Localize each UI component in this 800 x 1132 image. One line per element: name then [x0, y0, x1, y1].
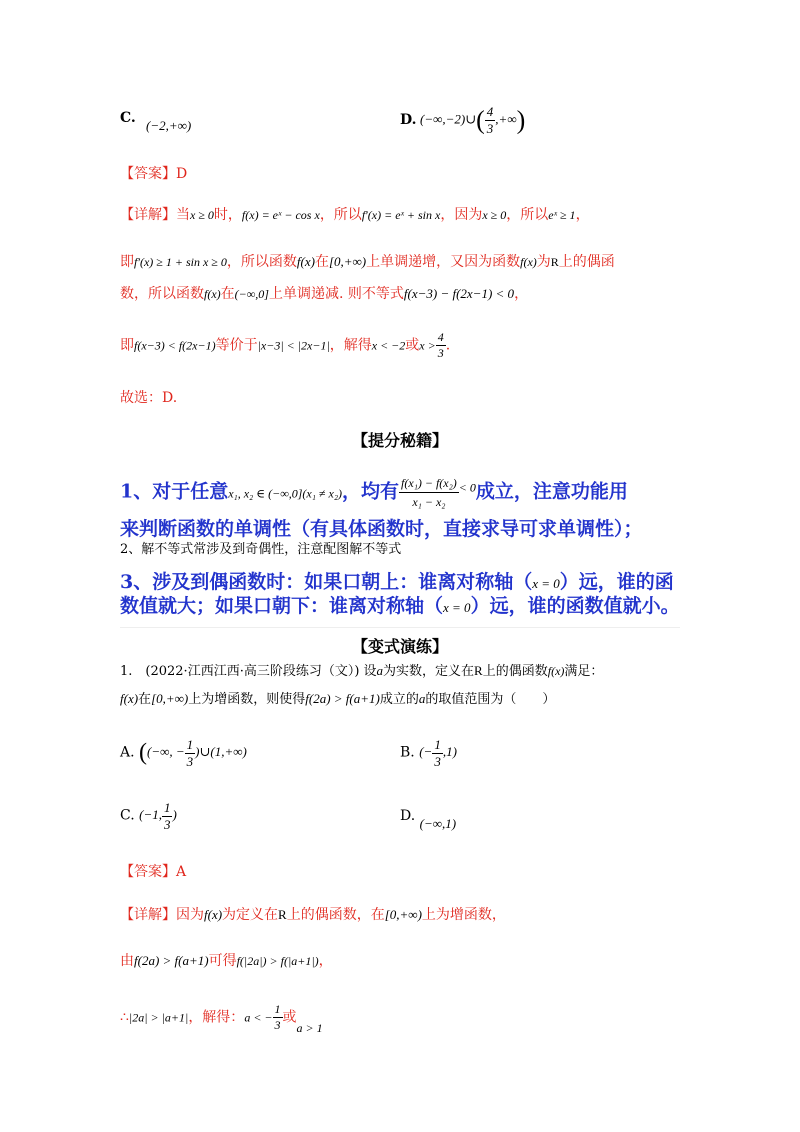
option-b[interactable]: B. (− $\frac{1}{3}$ ,1) [400, 737, 457, 769]
divider [120, 627, 680, 628]
practice-heading: 【变式演练】 [351, 637, 448, 656]
answer-value: D [176, 166, 188, 182]
prev-option-c-label: C. [120, 110, 136, 126]
question-1-line-2: f(x)在[0,+∞)上为增函数，则使得f(2a) > f(a+1)成立的a的取值范围为（ ） [120, 691, 556, 707]
answer-value: A [176, 864, 187, 880]
question-1-line-1: 1. (2022·江西江西·高三阶段练习（文）) 设a为实数，定义在R上的偶函数f(x)满足： [120, 663, 604, 679]
explanation-1-line-2: 即f′(x) ≥ 1 + sin x ≥ 0，所以函数f(x)在[0,+∞)上单调递增，又因为函数f(x)为R上的偶函 [120, 254, 615, 270]
prev-option-d-value: (−∞,−2)∪( $\frac{4}{3}$ ,+∞) [420, 104, 526, 136]
tips-heading: 【提分秘籍】 [351, 431, 448, 450]
option-a[interactable]: A. ((−∞, − $\frac{1}{3}$ )∪(1,+∞) [120, 737, 247, 769]
answer-1 [120, 163, 187, 183]
option-c[interactable]: C. (−1, $\frac{1}{3}$ ) [120, 800, 177, 832]
tip-3: 3、涉及到偶函数时：如果口朝上：谁离对称轴（x = 0）远，谁的函 [120, 571, 674, 593]
tip-2: 2、解不等式常涉及到奇偶性，注意配图解不等式 [120, 542, 402, 557]
answer-label: 【答案】 [120, 864, 176, 880]
tip-1: 1、对于任意x₁, x₂ ∈ (−∞,0](x₁ ≠ x₂)，均有 $\frac{\text{f(x₁) − f(x₂)}}{\text{x₁ − x₂}}$ $^{< 0}$成立，注意功能用 [120, 476, 628, 509]
explanation-1-line-3: 数，所以函数f(x)在(−∞,0]上单调递减. 则不等式f(x−3) − f(2x−1) < 0， [120, 286, 529, 302]
answer-2 [120, 861, 186, 881]
explanation-1-line-4: 即f(x−3) < f(2x−1)等价于|x−3| < |2x−1|，解得x < −2或x > $\frac{4}{3}$ . [120, 330, 451, 360]
explanation-2-line-3: ∴|2a| > |a+1|，解得：a < − $\frac{1}{3}$ 或a > 1 [120, 1002, 323, 1035]
option-d[interactable]: D. (−∞,1) [400, 808, 457, 831]
explanation-1-conclusion: 故选：D. [120, 390, 178, 406]
explanation-1-line-1: 【详解】当x ≥ 0时，f(x) = eˣ − cos x，所以f′(x) = eˣ + sin x，因为x ≥ 0，所以eˣ ≥ 1， [120, 207, 590, 223]
prev-option-d-label: D. [400, 112, 417, 128]
tip-3-continued: 数值就大；如果口朝下：谁离对称轴（x = 0）远，谁的函数值就小。 [120, 595, 680, 617]
answer-label: 【答案】 [120, 166, 176, 182]
explanation-2-line-2: 由f(2a) > f(a+1)可得f(|2a|) > f(|a+1|)， [120, 953, 333, 969]
explanation-2-line-1: 【详解】因为f(x)为定义在R上的偶函数，在[0,+∞)上为增函数， [120, 907, 506, 923]
tip-1-continued: 来判断函数的单调性（有具体函数时，直接求导可求单调性）； [120, 518, 643, 540]
prev-option-c-value: (−2,+∞) [146, 118, 192, 133]
